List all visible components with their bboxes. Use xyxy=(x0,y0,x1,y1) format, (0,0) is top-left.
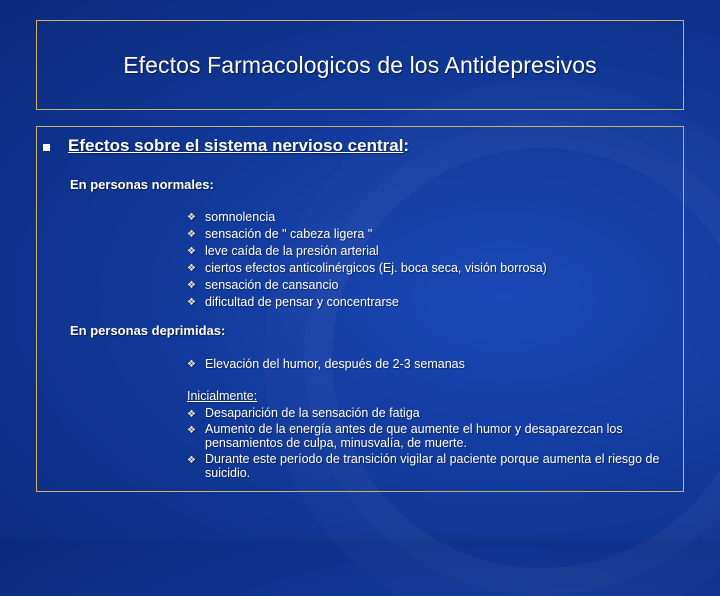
list-item: ❖ somnolencia xyxy=(187,210,276,224)
diamond-bullet-icon: ❖ xyxy=(187,246,196,257)
list-item: ❖ Desaparición de la sensación de fatiga xyxy=(187,406,420,420)
diamond-bullet-icon: ❖ xyxy=(187,229,196,240)
diamond-bullet-icon: ❖ xyxy=(187,263,196,274)
main-bullet-row xyxy=(43,136,409,156)
list-item: ❖ sensación de " cabeza ligera " xyxy=(187,227,373,241)
title-frame xyxy=(36,20,684,110)
main-heading xyxy=(68,136,409,156)
list-item: ❖ dificultad de pensar y concentrarse xyxy=(187,295,399,309)
diamond-bullet-icon: ❖ xyxy=(187,297,196,308)
list-item: ❖ sensación de cansancio xyxy=(187,278,339,292)
initial-effects-list xyxy=(187,406,677,482)
content-frame xyxy=(36,126,684,492)
list-item: ❖ Elevación del humor, después de 2-3 semanas xyxy=(187,357,465,371)
diamond-bullet-icon: ❖ xyxy=(187,409,196,420)
diamond-bullet-icon: ❖ xyxy=(187,280,196,291)
diamond-bullet-icon: ❖ xyxy=(187,359,196,370)
normal-heading: En personas normales: xyxy=(70,177,214,192)
initial-heading: Inicialmente: xyxy=(187,389,258,403)
slide-title: Efectos Farmacologicos de los Antidepresivos xyxy=(123,51,597,78)
diamond-bullet-icon: ❖ xyxy=(187,212,196,223)
depressed-heading: En personas deprimidas: xyxy=(70,323,226,338)
square-bullet-icon xyxy=(43,144,50,151)
normal-effects-list xyxy=(187,209,547,311)
diamond-bullet-icon: ❖ xyxy=(187,424,196,436)
list-item: ❖ leve caída de la presión arterial xyxy=(187,244,379,258)
list-item: ❖ Durante este período de transición vigilar al paciente porque aumenta el riesgo de suicidio. xyxy=(187,451,660,480)
main-heading-text: Efectos sobre el sistema nervioso central xyxy=(68,136,404,155)
list-item: ❖ ciertos efectos anticolinérgicos (Ej. boca seca, visión borrosa) xyxy=(187,261,547,275)
depressed-effects-list xyxy=(187,356,465,373)
list-item: ❖ Aumento de la energía antes de que aumente el humor y desaparezcan los pensamientos de culpa, minusvalía, de muerte. xyxy=(187,421,623,450)
main-heading-colon: : xyxy=(403,136,410,155)
diamond-bullet-icon: ❖ xyxy=(187,454,196,466)
